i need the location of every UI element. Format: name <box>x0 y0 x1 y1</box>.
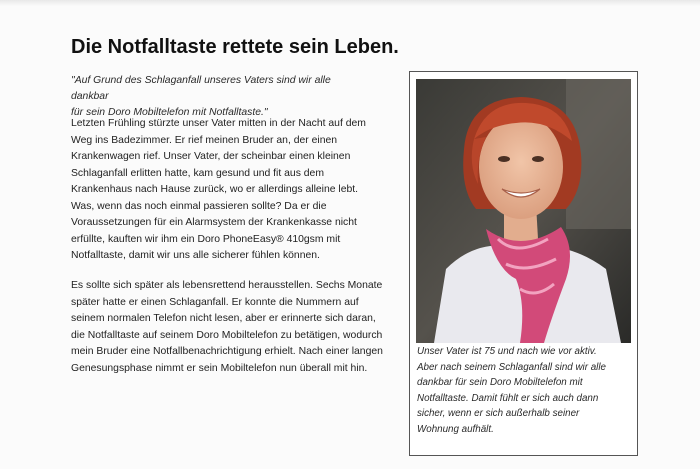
story-paragraph-2 <box>71 278 401 377</box>
paragraph-line: Krankenhaus nach Hause zurück, wo er allerdings alleine lebt. <box>71 184 359 195</box>
paragraph-line: später hatte er einen Schlaganfall. Er konnte die Nummern auf <box>71 296 359 308</box>
paragraph-line: seinem normalen Telefon nicht lesen, aber er erinnerte sich daran, <box>71 313 376 324</box>
intro-quote <box>71 73 371 121</box>
paragraph-line: erfüllte, kauften wir ihm ein Doro PhoneEasy® 410gsm mit <box>71 233 341 245</box>
paragraph-line: die Notfalltaste auf seinem Doro Mobiltelefon zu betätigen, wodurch <box>71 329 383 341</box>
quote-line: "Auf Grund des Schlaganfall unseres Vaters sind wir alle dankbar <box>71 75 331 102</box>
quote-line: für sein Doro Mobiltelefon mit Notfalltaste." <box>71 107 268 118</box>
paragraph-line: Letzten Frühling stürzte unser Vater mitten in der Nacht auf dem <box>71 118 366 129</box>
paragraph-line: Voraussetzungen für ein Alarmsystem der Krankenkasse nicht <box>71 217 357 228</box>
caption-line: Wohnung aufhält. <box>417 423 494 435</box>
scan-edge <box>0 0 700 6</box>
paragraph-line: mein Bruder eine Notfallbenachrichtigung erhielt. Nach einer langen <box>71 346 383 357</box>
paragraph-line: Genesungsphase nimmt er sein Mobiltelefon nun überall mit hin. <box>71 362 368 374</box>
woman-portrait-photo <box>416 79 631 343</box>
photo-sidebar <box>409 71 638 456</box>
paragraph-line: Was, wenn das noch einmal passieren sollte? Da er die <box>71 200 327 212</box>
page-title: Die Notfalltaste rettete sein Leben. <box>71 36 399 58</box>
caption-line: dankbar für sein Doro Mobiltelefon mit <box>417 377 583 389</box>
paragraph-line: Weg ins Badezimmer. Er rief meinen Bruder an, der einen <box>71 134 338 146</box>
paragraph-line: Schlaganfall erlitten hatte, kam gesund und fit aus dem <box>71 167 324 179</box>
portrait-image <box>416 79 631 343</box>
paragraph-line: Notfalltaste, damit wir uns alle sicherer fühlen können. <box>71 250 320 261</box>
story-paragraph-1 <box>71 116 401 265</box>
caption-line: Aber nach seinem Schlaganfall sind wir alle <box>417 361 606 373</box>
photo-caption <box>417 344 632 438</box>
caption-line: sicher, wenn er sich außerhalb seiner <box>417 408 580 420</box>
caption-line: Notfalltaste. Damit fühlt er sich auch dann <box>417 392 599 404</box>
paragraph-line: Krankenwagen rief. Unser Vater, der scheinbar einen kleinen <box>71 151 351 162</box>
caption-line: Unser Vater ist 75 und nach wie vor aktiv. <box>417 346 597 357</box>
paragraph-line: Es sollte sich später als lebensrettend herausstellen. Sechs Monate <box>71 280 383 291</box>
